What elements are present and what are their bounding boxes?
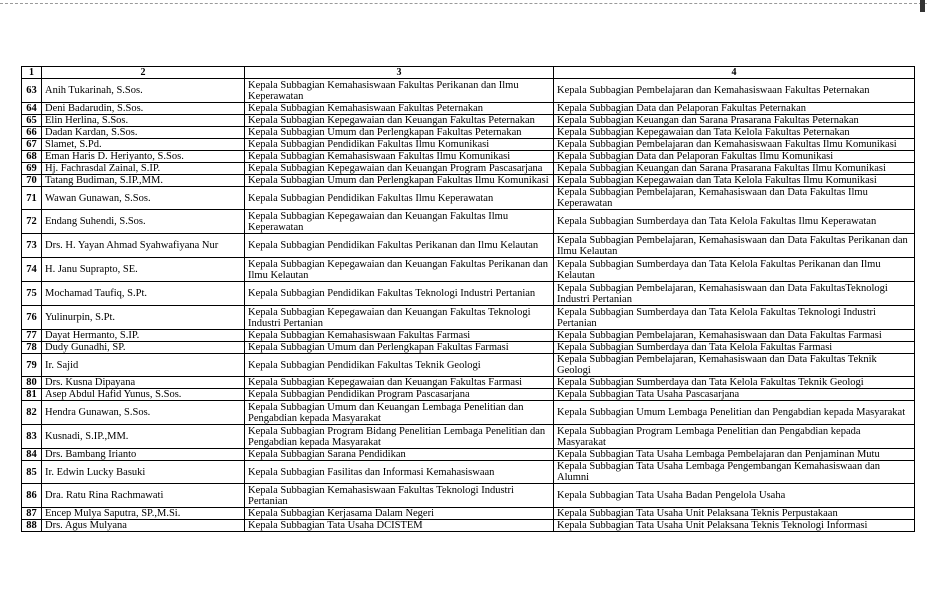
header-col-1: 1: [22, 67, 42, 79]
old-position: Kepala Subbagian Kepegawaian dan Keuangan Fakultas Peternakan: [245, 115, 554, 127]
table-row: [22, 210, 915, 234]
row-number: 88: [22, 520, 42, 532]
table-row: [22, 127, 915, 139]
row-number: 84: [22, 449, 42, 461]
new-position: Kepala Subbagian Pembelajaran dan Kemahasiswaan Fakultas Peternakan: [554, 79, 915, 103]
row-number: 65: [22, 115, 42, 127]
employee-name: Drs. Kusna Dipayana: [42, 377, 245, 389]
employee-name: Yulinurpin, S.Pt.: [42, 306, 245, 330]
table-row: [22, 139, 915, 151]
employee-name: Wawan Gunawan, S.Sos.: [42, 187, 245, 210]
new-position: Kepala Subbagian Pembelajaran, Kemahasiswaan dan Data Fakultas Teknik Geologi: [554, 354, 915, 377]
table-row: [22, 484, 915, 508]
new-position: Kepala Subbagian Program Lembaga Penelitian dan Pengabdian kepada Masyarakat: [554, 425, 915, 449]
table-row: [22, 151, 915, 163]
new-position: Kepala Subbagian Sumberdaya dan Tata Kelola Fakultas Ilmu Keperawatan: [554, 210, 915, 234]
row-number: 85: [22, 461, 42, 484]
new-position: Kepala Subbagian Data dan Pelaporan Fakultas Ilmu Komunikasi: [554, 151, 915, 163]
old-position: Kepala Subbagian Umum dan Perlengkapan Fakultas Peternakan: [245, 127, 554, 139]
new-position: Kepala Subbagian Umum Lembaga Penelitian dan Pengabdian kepada Masyarakat: [554, 401, 915, 425]
table-row: [22, 175, 915, 187]
table-row: [22, 401, 915, 425]
new-position: Kepala Subbagian Tata Usaha Pascasarjana: [554, 389, 915, 401]
row-number: 78: [22, 342, 42, 354]
old-position: Kepala Subbagian Umum dan Perlengkapan Fakultas Ilmu Komunikasi: [245, 175, 554, 187]
row-number: 74: [22, 258, 42, 282]
employee-name: Deni Badarudin, S.Sos.: [42, 103, 245, 115]
new-position: Kepala Subbagian Pembelajaran, Kemahasiswaan dan Data FakultasTeknologi Industri Pertanian: [554, 282, 915, 306]
employee-name: Dudy Gunadhi, SP.: [42, 342, 245, 354]
table-row: [22, 425, 915, 449]
new-position: Kepala Subbagian Tata Usaha Badan Pengelola Usaha: [554, 484, 915, 508]
table-row: [22, 282, 915, 306]
table-row: [22, 449, 915, 461]
employee-name: Kusnadi, S.IP.,MM.: [42, 425, 245, 449]
old-position: Kepala Subbagian Pendidikan Fakultas Teknologi Industri Pertanian: [245, 282, 554, 306]
header-row: [22, 67, 915, 79]
row-number: 82: [22, 401, 42, 425]
table-row: [22, 461, 915, 484]
old-position: Kepala Subbagian Kemahasiswaan Fakultas Ilmu Komunikasi: [245, 151, 554, 163]
table-row: [22, 79, 915, 103]
table-row: [22, 103, 915, 115]
row-number: 67: [22, 139, 42, 151]
employee-name: Drs. H. Yayan Ahmad Syahwafiyana Nur: [42, 234, 245, 258]
old-position: Kepala Subbagian Umum dan Perlengkapan Fakultas Farmasi: [245, 342, 554, 354]
row-number: 70: [22, 175, 42, 187]
new-position: Kepala Subbagian Tata Usaha Lembaga Pengembangan Kemahasiswaan dan Alumni: [554, 461, 915, 484]
header-col-3: 3: [245, 67, 554, 79]
row-number: 75: [22, 282, 42, 306]
old-position: Kepala Subbagian Tata Usaha DCISTEM: [245, 520, 554, 532]
employee-name: Encep Mulya Saputra, SP.,M.Si.: [42, 508, 245, 520]
old-position: Kepala Subbagian Sarana Pendidikan: [245, 449, 554, 461]
table-row: [22, 354, 915, 377]
employee-name: H. Janu Suprapto, SE.: [42, 258, 245, 282]
new-position: Kepala Subbagian Tata Usaha Unit Pelaksana Teknis Teknologi Informasi: [554, 520, 915, 532]
table-row: [22, 234, 915, 258]
employee-name: Anih Tukarinah, S.Sos.: [42, 79, 245, 103]
new-position: Kepala Subbagian Data dan Pelaporan Fakultas Peternakan: [554, 103, 915, 115]
employee-name: Eman Haris D. Heriyanto, S.Sos.: [42, 151, 245, 163]
new-position: Kepala Subbagian Sumberdaya dan Tata Kelola Fakultas Perikanan dan Ilmu Kelautan: [554, 258, 915, 282]
employee-name: Hendra Gunawan, S.Sos.: [42, 401, 245, 425]
top-scan-line: [0, 3, 927, 4]
new-position: Kepala Subbagian Pembelajaran, Kemahasiswaan dan Data Fakultas Ilmu Keperawatan: [554, 187, 915, 210]
new-position: Kepala Subbagian Tata Usaha Unit Pelaksana Teknis Perpustakaan: [554, 508, 915, 520]
table-row: [22, 163, 915, 175]
personnel-table: [21, 66, 915, 532]
old-position: Kepala Subbagian Kepegawaian dan Keuangan Fakultas Teknologi Industri Pertanian: [245, 306, 554, 330]
corner-scan-mark: [920, 0, 925, 12]
table-row: [22, 258, 915, 282]
new-position: Kepala Subbagian Kepegawaian dan Tata Kelola Fakultas Ilmu Komunikasi: [554, 175, 915, 187]
old-position: Kepala Subbagian Pendidikan Program Pascasarjana: [245, 389, 554, 401]
old-position: Kepala Subbagian Kemahasiswaan Fakultas Farmasi: [245, 330, 554, 342]
old-position: Kepala Subbagian Kemahasiswaan Fakultas Teknologi Industri Pertanian: [245, 484, 554, 508]
table-row: [22, 187, 915, 210]
old-position: Kepala Subbagian Kepegawaian dan Keuangan Fakultas Farmasi: [245, 377, 554, 389]
row-number: 81: [22, 389, 42, 401]
employee-name: Drs. Agus Mulyana: [42, 520, 245, 532]
old-position: Kepala Subbagian Kerjasama Dalam Negeri: [245, 508, 554, 520]
row-number: 80: [22, 377, 42, 389]
table-row: [22, 115, 915, 127]
row-number: 69: [22, 163, 42, 175]
row-number: 63: [22, 79, 42, 103]
new-position: Kepala Subbagian Pembelajaran, Kemahasiswaan dan Data Fakultas Farmasi: [554, 330, 915, 342]
row-number: 72: [22, 210, 42, 234]
table-row: [22, 342, 915, 354]
row-number: 68: [22, 151, 42, 163]
header-col-4: 4: [554, 67, 915, 79]
row-number: 83: [22, 425, 42, 449]
employee-name: Tatang Budiman, S.IP.,MM.: [42, 175, 245, 187]
old-position: Kepala Subbagian Kepegawaian dan Keuangan Fakultas Ilmu Keperawatan: [245, 210, 554, 234]
employee-name: Hj. Fachrasdal Zainal, S.IP.: [42, 163, 245, 175]
old-position: Kepala Subbagian Program Bidang Penelitian Lembaga Penelitian dan Pengabdian kepada Masyarakat: [245, 425, 554, 449]
table-row: [22, 508, 915, 520]
employee-name: Dadan Kardan, S.Sos.: [42, 127, 245, 139]
new-position: Kepala Subbagian Keuangan dan Sarana Prasarana Fakultas Ilmu Komunikasi: [554, 163, 915, 175]
table-row: [22, 520, 915, 532]
new-position: Kepala Subbagian Keuangan dan Sarana Prasarana Fakultas Peternakan: [554, 115, 915, 127]
row-number: 64: [22, 103, 42, 115]
row-number: 87: [22, 508, 42, 520]
new-position: Kepala Subbagian Sumberdaya dan Tata Kelola Fakultas Teknologi Industri Pertanian: [554, 306, 915, 330]
new-position: Kepala Subbagian Sumberdaya dan Tata Kelola Fakultas Farmasi: [554, 342, 915, 354]
old-position: Kepala Subbagian Pendidikan Fakultas Ilmu Komunikasi: [245, 139, 554, 151]
employee-name: Ir. Edwin Lucky Basuki: [42, 461, 245, 484]
row-number: 77: [22, 330, 42, 342]
row-number: 76: [22, 306, 42, 330]
employee-name: Asep Abdul Hafid Yunus, S.Sos.: [42, 389, 245, 401]
employee-name: Drs. Bambang Irianto: [42, 449, 245, 461]
old-position: Kepala Subbagian Pendidikan Fakultas Perikanan dan Ilmu Kelautan: [245, 234, 554, 258]
old-position: Kepala Subbagian Pendidikan Fakultas Ilmu Keperawatan: [245, 187, 554, 210]
header-col-2: 2: [42, 67, 245, 79]
new-position: Kepala Subbagian Tata Usaha Lembaga Pembelajaran dan Penjaminan Mutu: [554, 449, 915, 461]
new-position: Kepala Subbagian Pembelajaran, Kemahasiswaan dan Data Fakultas Perikanan dan Ilmu Kelautan: [554, 234, 915, 258]
row-number: 73: [22, 234, 42, 258]
table-body: [22, 79, 915, 532]
table-row: [22, 377, 915, 389]
employee-name: Dayat Hermanto, S.IP.: [42, 330, 245, 342]
employee-name: Elin Herlina, S.Sos.: [42, 115, 245, 127]
table-row: [22, 389, 915, 401]
old-position: Kepala Subbagian Kemahasiswaan Fakultas Peternakan: [245, 103, 554, 115]
row-number: 86: [22, 484, 42, 508]
employee-name: Dra. Ratu Rina Rachmawati: [42, 484, 245, 508]
old-position: Kepala Subbagian Kepegawaian dan Keuangan Program Pascasarjana: [245, 163, 554, 175]
new-position: Kepala Subbagian Pembelajaran dan Kemahasiswaan Fakultas Ilmu Komunikasi: [554, 139, 915, 151]
old-position: Kepala Subbagian Fasilitas dan Informasi Kemahasiswaan: [245, 461, 554, 484]
old-position: Kepala Subbagian Kepegawaian dan Keuangan Fakultas Perikanan dan Ilmu Kelautan: [245, 258, 554, 282]
row-number: 71: [22, 187, 42, 210]
old-position: Kepala Subbagian Kemahasiswaan Fakultas Perikanan dan Ilmu Keperawatan: [245, 79, 554, 103]
row-number: 79: [22, 354, 42, 377]
old-position: Kepala Subbagian Pendidikan Fakultas Teknik Geologi: [245, 354, 554, 377]
new-position: Kepala Subbagian Kepegawaian dan Tata Kelola Fakultas Peternakan: [554, 127, 915, 139]
employee-name: Ir. Sajid: [42, 354, 245, 377]
employee-name: Endang Suhendi, S.Sos.: [42, 210, 245, 234]
row-number: 66: [22, 127, 42, 139]
employee-name: Slamet, S.Pd.: [42, 139, 245, 151]
employee-name: Mochamad Taufiq, S.Pt.: [42, 282, 245, 306]
table-row: [22, 330, 915, 342]
table-row: [22, 306, 915, 330]
old-position: Kepala Subbagian Umum dan Keuangan Lembaga Penelitian dan Pengabdian kepada Masyarakat: [245, 401, 554, 425]
new-position: Kepala Subbagian Sumberdaya dan Tata Kelola Fakultas Teknik Geologi: [554, 377, 915, 389]
